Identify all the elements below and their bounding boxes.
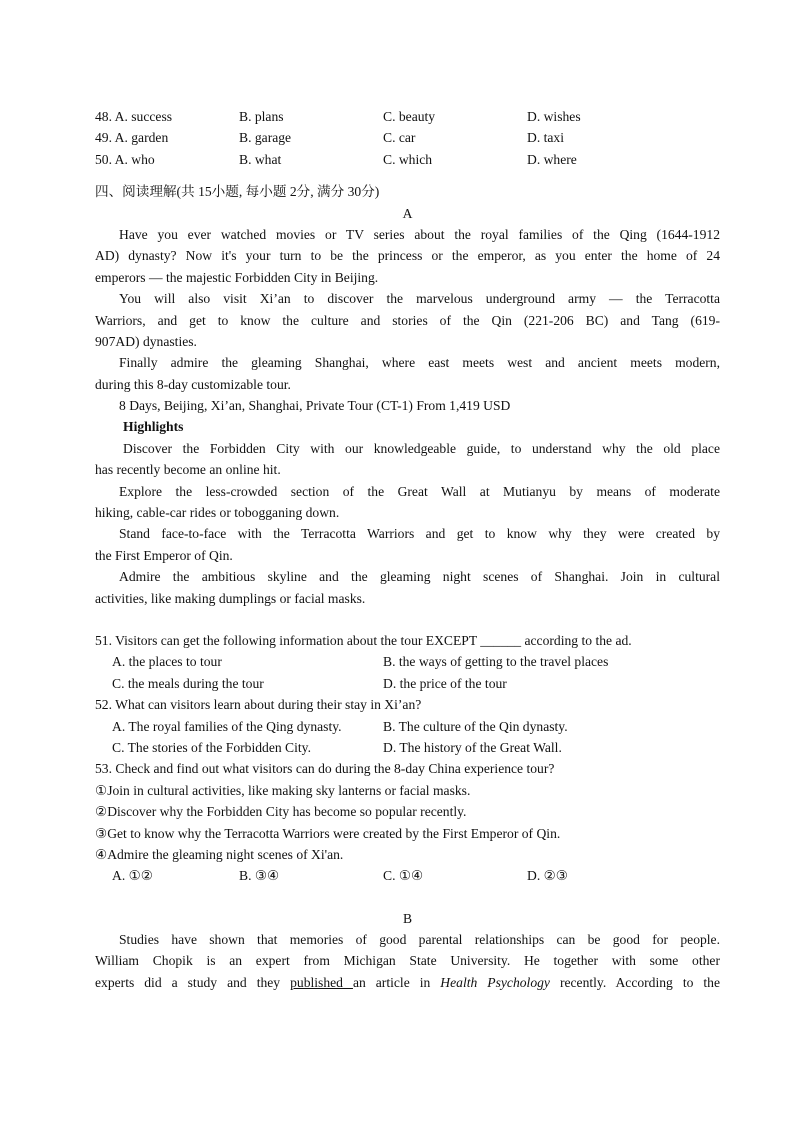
underlined-word: published	[290, 974, 353, 990]
journal-title: Health Psychology	[440, 974, 550, 990]
question-53	[95, 758, 720, 886]
passage-line: Studies have shown that memories of good parental relationships can be good for people.	[119, 932, 720, 948]
passage-label: A	[402, 205, 413, 221]
option-c: C. beauty	[383, 109, 436, 124]
option-d: D. The history of the Great Wall.	[383, 739, 562, 755]
passage-line: Warriors, and get to know the culture and stories of the Qin (221-206 BC) and Tang (619-	[95, 312, 720, 328]
option-a: A. the places to tour	[112, 654, 222, 670]
text-run: experts did a study and they	[95, 974, 291, 990]
question-options-row	[95, 673, 720, 694]
highlights-title: Highlights	[123, 419, 184, 435]
passage-line: 907AD) dynasties.	[95, 333, 197, 349]
statement-text: Discover why the Forbidden City has become so popular recently.	[107, 804, 467, 820]
question-options-row	[95, 737, 720, 758]
question-stem: 51. Visitors can get the following information about the tour EXCEPT ______ according to the ad.	[95, 632, 632, 648]
question-51	[95, 630, 720, 694]
passage-label: B	[402, 910, 413, 926]
option-d: D. the price of the tour	[383, 675, 507, 691]
highlight-line: Explore the less-crowded section of the Great Wall at Mutianyu by means of moderate	[119, 483, 720, 499]
highlight-line: hiking, cable-car rides or tobogganing down.	[95, 505, 340, 521]
option-b: B. what	[239, 151, 282, 167]
option-row-49	[95, 127, 720, 148]
question-options-row	[95, 865, 720, 886]
option-c: C. The stories of the Forbidden City.	[112, 739, 311, 755]
option-b: B. plans	[239, 109, 284, 124]
circled-number: ②	[95, 804, 108, 820]
section-heading: 四、阅读理解(共 15小题, 每小题 2分, 满分 30分)	[95, 184, 380, 200]
statement-item	[95, 801, 720, 822]
passage-line: AD) dynasty? Now it's your turn to be the princess or the emperor, as you enter the home of 24	[95, 248, 720, 264]
highlight-line: Stand face-to-face with the Terracotta Warriors and get to know why they were created by	[119, 526, 720, 542]
statement-item	[95, 823, 720, 844]
circled-number: ①	[95, 782, 108, 798]
highlight-line: activities, like making dumplings or facial masks.	[95, 590, 366, 606]
question-52	[95, 694, 720, 758]
exam-page	[95, 106, 720, 993]
statement-item	[95, 780, 720, 801]
highlight-line: the First Emperor of Qin.	[95, 547, 233, 563]
option-a: 48. A. success	[95, 109, 173, 124]
passage-line: emperors — the majestic Forbidden City in Beijing.	[95, 269, 379, 285]
option-c: C. ①④	[383, 868, 424, 884]
question-stem: 52. What can visitors learn about during their stay in Xi’an?	[95, 697, 422, 713]
option-row-50	[95, 149, 720, 170]
statement-text: Join in cultural activities, like making sky lanterns or facial masks.	[107, 782, 471, 798]
circled-number: ④	[95, 846, 108, 862]
text-run: an article in	[352, 974, 441, 990]
option-a: A. ①②	[112, 868, 153, 884]
highlight-line: Admire the ambitious skyline and the gleaming night scenes of Shanghai. Join in cultural	[119, 569, 720, 585]
cloze-options	[95, 106, 720, 170]
passage-line	[95, 972, 720, 993]
option-a: 49. A. garden	[95, 130, 169, 146]
option-row-48	[95, 106, 720, 127]
passage-line: during this 8-day customizable tour.	[95, 376, 291, 392]
option-d: D. wishes	[527, 109, 581, 124]
passage-line: William Chopik is an expert from Michigan State University. He together with some other	[95, 953, 720, 969]
statement-text: Admire the gleaming night scenes of Xi'an.	[107, 846, 344, 862]
option-d: D. taxi	[527, 130, 564, 146]
question-options-row	[95, 651, 720, 672]
option-c: C. the meals during the tour	[112, 675, 264, 691]
passage-line: Have you ever watched movies or TV series about the royal families of the Qing (1644-1912	[119, 226, 720, 242]
statement-text: Get to know why the Terracotta Warriors were created by the First Emperor of Qin.	[107, 825, 561, 841]
option-b: B. the ways of getting to the travel places	[383, 654, 609, 670]
option-b: B. garage	[239, 130, 292, 146]
option-d: D. ②③	[527, 868, 568, 884]
option-b: B. ③④	[239, 868, 280, 884]
circled-number: ③	[95, 825, 108, 841]
option-b: B. The culture of the Qin dynasty.	[383, 718, 568, 734]
question-stem: 53. Check and find out what visitors can do during the 8-day China experience tour?	[95, 761, 555, 777]
tour-info-line: 8 Days, Beijing, Xi’an, Shanghai, Private Tour (CT-1) From 1,419 USD	[119, 398, 511, 414]
option-c: C. car	[383, 130, 416, 146]
option-d: D. where	[527, 151, 577, 167]
question-options-row	[95, 716, 720, 737]
passage-a	[95, 203, 720, 609]
highlight-line: has recently become an online hit.	[95, 462, 281, 478]
passage-b	[95, 908, 720, 994]
option-a: A. The royal families of the Qing dynasty.	[112, 718, 342, 734]
option-c: C. which	[383, 151, 433, 167]
text-run: recently. According to the	[549, 974, 720, 990]
option-a: 50. A. who	[95, 151, 155, 167]
passage-line: You will also visit Xi’an to discover the marvelous underground army — the Terracotta	[119, 291, 720, 307]
highlight-line: Discover the Forbidden City with our knowledgeable guide, to understand why the old place	[123, 440, 720, 456]
passage-line: Finally admire the gleaming Shanghai, where east meets west and ancient meets modern,	[119, 355, 720, 371]
statement-item	[95, 844, 720, 865]
